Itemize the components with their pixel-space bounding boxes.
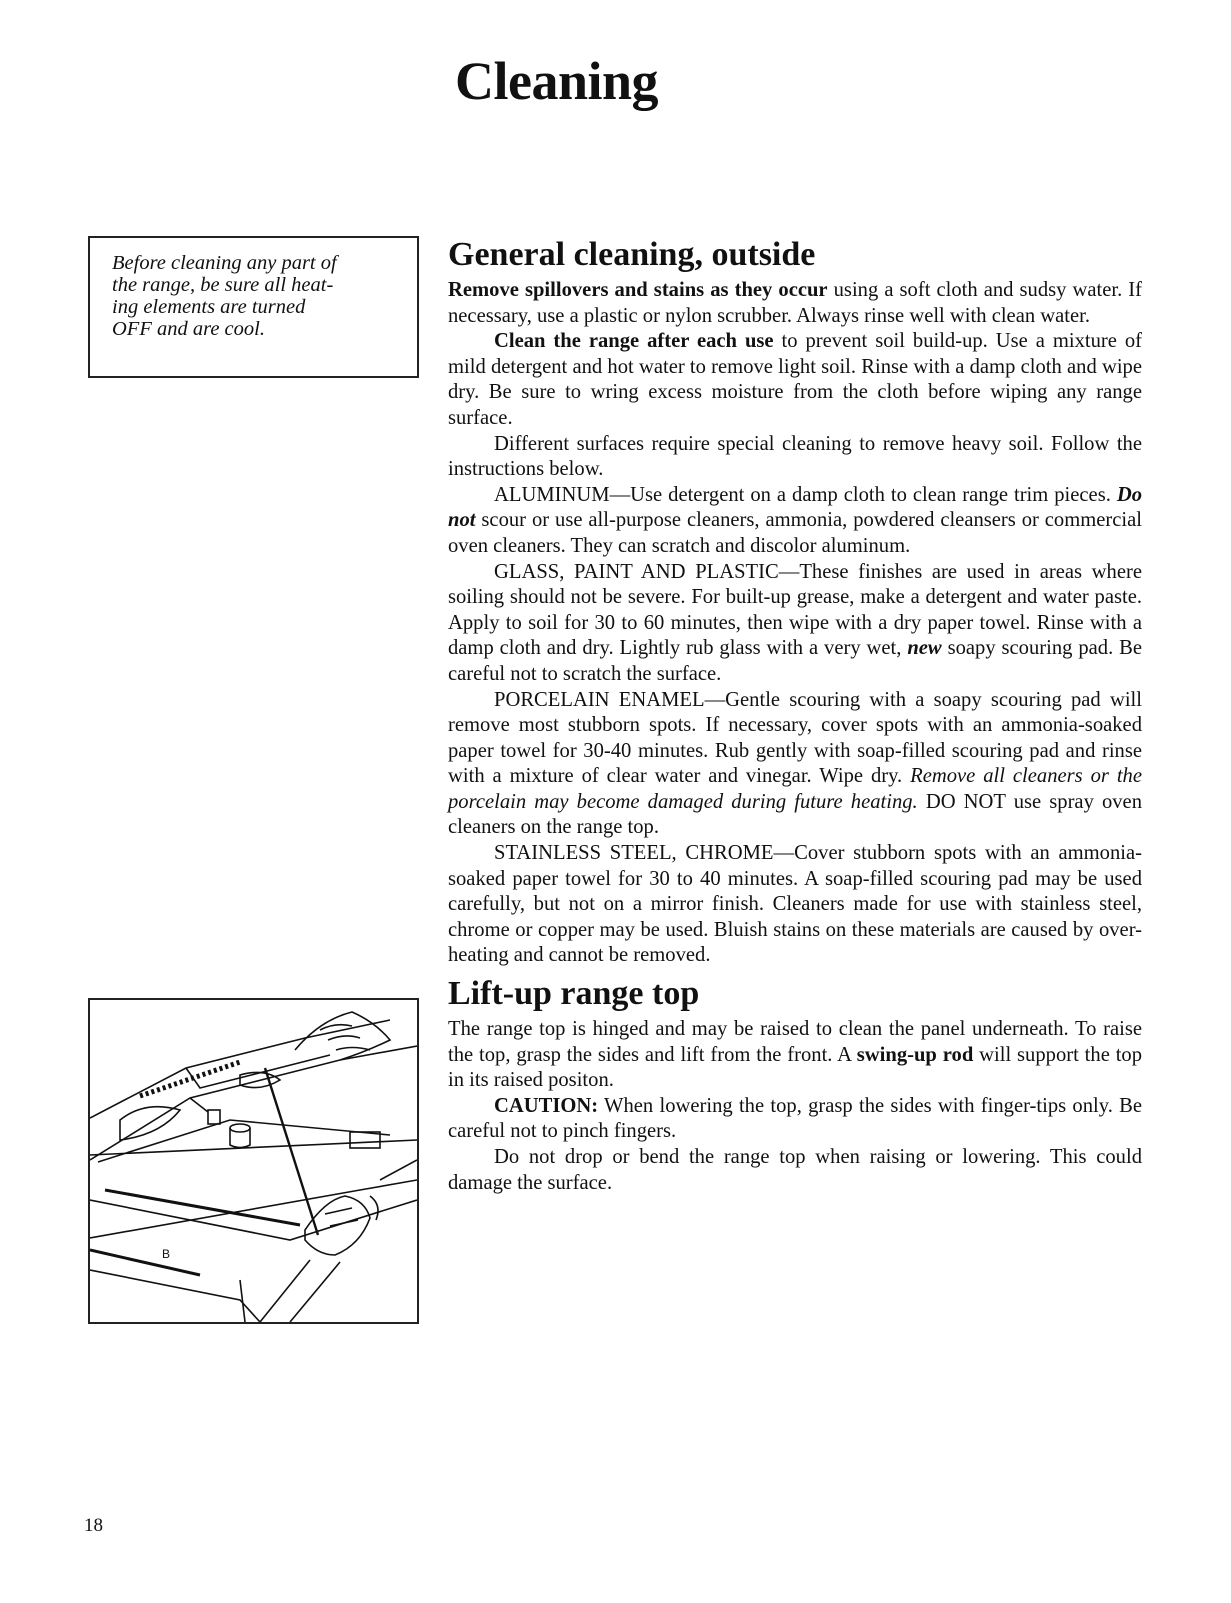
- label-glass: GLASS, PAINT AND PLASTIC: [494, 560, 779, 583]
- label-stainless: STAINLESS STEEL, CHROME: [494, 842, 774, 865]
- emphasis-porcelain-warning: Remove all cleaners or the porcelain may become damaged during future heating.: [448, 765, 1142, 813]
- paragraph-porcelain-enamel: PORCELAIN ENAMEL—Gentle scouring with a soapy scouring pad will remove most stubborn spots. If necessary, cover spots with an ammonia-soaked paper towel for 30-40 minutes. Rub gently with soap-filled scouring pad and rinse with a mixture of clear water and vinegar. Wipe dry. Remove all cleaners or the porcelain may become damaged during future heating. DO NOT use spray oven cleaners on the range top.: [448, 688, 1142, 839]
- paragraph-do-not-drop: Do not drop or bend the range top when raising or lowering. This could damage the surface.: [448, 1146, 1142, 1194]
- emphasis-new: new: [907, 637, 942, 660]
- warning-line: ing elements are turned: [112, 296, 306, 318]
- section-heading-general-cleaning: General cleaning, outside: [448, 236, 816, 273]
- caution-label: CAUTION:: [494, 1094, 599, 1117]
- label-aluminum: ALUMINUM: [494, 483, 610, 506]
- paragraph-different-surfaces: Different surfaces require special cleaning to remove heavy soil. Follow the instructions below.: [448, 432, 1142, 481]
- emphasis-do-not: Do not: [448, 483, 1142, 532]
- paragraph-glass-paint-plastic: GLASS, PAINT AND PLASTIC—These finishes are used in areas where soiling should not be severe. For built-up grease, make a detergent and water paste. Apply to soil for 30 to 60 minutes, then wipe with a dry paper towel. Rinse with a damp cloth and dry. Lightly rub glass with a very wet, new soapy scouring pad. Be careful not to scratch the surface.: [448, 560, 1142, 685]
- warning-line: OFF and are cool.: [112, 318, 265, 340]
- page-number: 18: [84, 1515, 103, 1536]
- bold-swing-up-rod: swing-up rod: [856, 1043, 974, 1066]
- paragraph-range-top-hinged: The range top is hinged and may be raised to clean the panel underneath. To raise the top, grasp the sides and lift from the front. A swing-up rod will support the top in its raised positon.: [448, 1018, 1143, 1092]
- lift-up-range-top-illustration: [88, 998, 419, 1324]
- paragraph-spillovers: Remove spillovers and stains as they occur using a soft cloth and sudsy water. If necessary, use a plastic or nylon scrubber. Always rinse well with clean water.: [448, 279, 1142, 327]
- bold-lead: Remove spillovers and stains as they occur: [448, 279, 828, 301]
- paragraph-clean-after-use: Clean the range after each use to prevent soil build-up. Use a mixture of mild detergent and hot water to remove light soil. Rinse with a damp cloth and wipe dry. Be sure to wring excess moisture from the cloth before wiping any range surface.: [448, 330, 1142, 429]
- warning-box: [88, 236, 419, 378]
- page-title: Cleaning: [455, 51, 659, 111]
- bold-lead: Clean the range after each use: [494, 330, 774, 353]
- main-content: [448, 232, 1142, 1196]
- paragraph-aluminum: ALUMINUM—Use detergent on a damp cloth to clean range trim pieces. Do not scour or use all-purpose cleaners, ammonia, powdered cleansers or commercial oven cleaners. They can scratch and discolor aluminum.: [448, 483, 1142, 557]
- svg-text:B: B: [162, 1247, 171, 1261]
- warning-line: Before cleaning any part of: [112, 252, 337, 274]
- label-porcelain: PORCELAIN ENAMEL: [494, 688, 705, 711]
- section-heading-lift-up: Lift-up range top: [448, 975, 700, 1013]
- warning-line: the range, be sure all heat-: [112, 274, 334, 296]
- paragraph-caution: CAUTION: When lowering the top, grasp the sides with finger-tips only. Be careful not to pinch fingers.: [448, 1094, 1142, 1143]
- paragraph-stainless-chrome: STAINLESS STEEL, CHROME—Cover stubborn spots with an ammonia-soaked paper towel for 30 to 40 minutes. A soap-filled scouring pad may be used carefully, but not on a mirror finish. Cleaners made for use with stainless steel, chrome or copper may be used. Bluish stains on these materials are caused by over-heating and cannot be removed.: [448, 842, 1142, 967]
